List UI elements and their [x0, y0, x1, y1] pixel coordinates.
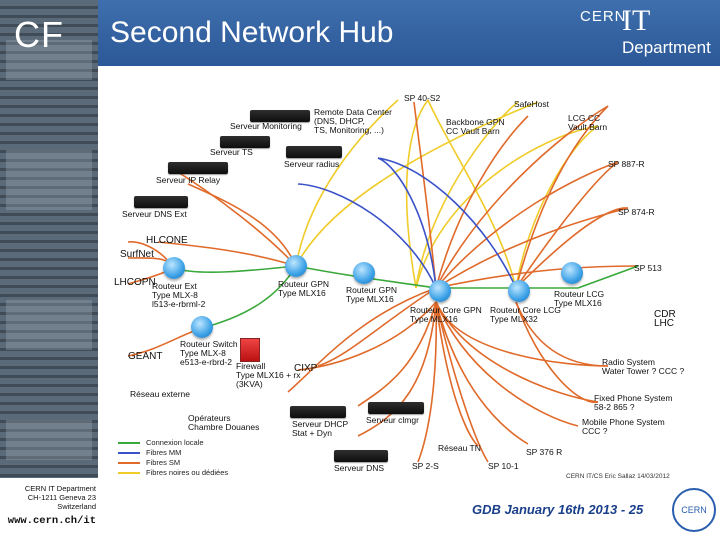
address-line-1: CERN IT Department [24, 484, 96, 493]
label-operateurs: Opérateurs Chambre Douanes [188, 413, 260, 432]
label-routeur-ext: Routeur Ext Type MLX-8 l513-e-rbrml-2 [152, 281, 206, 309]
router-gpn-b [353, 262, 375, 284]
label-routeur-gpn2: Routeur GPN Type MLX16 [346, 285, 398, 304]
logo-it-text: IT [622, 4, 651, 37]
label-remote-dc: Remote Data Center (DNS, DHCP, TS, Monitoring, ...) [314, 107, 392, 135]
cern-badge-logo: CERN [672, 488, 716, 532]
router-gpn-a [285, 255, 307, 277]
firewall-device [240, 338, 260, 362]
server-rack-photo [0, 0, 98, 478]
label-sp101: SP 10-1 [488, 461, 519, 471]
label-routeur-lcg: Routeur LCG Type MLX16 [554, 289, 605, 308]
label-serveur-ip-relay: Serveur IP Relay [156, 175, 221, 185]
label-serveur-dns: Serveur DNS [334, 463, 385, 473]
cern-it-logo [580, 4, 716, 60]
slide-reference: GDB January 16th 2013 - 25 [472, 502, 644, 517]
link-green [578, 266, 638, 288]
label-safehost: SafeHost [514, 99, 549, 109]
label-geant: GEANT [128, 351, 163, 362]
label-firewall: Firewall Type MLX16 + rx (3KVA) [236, 361, 301, 389]
legend-label: Fibres SM [146, 458, 181, 467]
link-orange [436, 208, 628, 288]
label-reseau-externe: Réseau externe [130, 389, 191, 399]
link-orange [516, 106, 608, 288]
label-fixed-phone: Fixed Phone System 58-2 865 ? [594, 393, 673, 412]
legend-label: Fibres MM [146, 448, 182, 457]
link-green [174, 266, 296, 272]
server-dns-ext [134, 196, 188, 208]
diagram-credit: CERN IT/CS Eric Sallaz 14/03/2012 [566, 473, 670, 480]
logo-cern-text: CERN [580, 8, 627, 25]
label-sp376: SP 376 R [526, 447, 563, 457]
label-mobile-phone: Mobile Phone System CCC ? [582, 417, 665, 436]
label-lhcopn: LHCOPN [114, 277, 156, 288]
label-sp40s2: SP 40-S2 [404, 93, 441, 103]
label-radio-system: Radio System Water Tower ? CCC ? [602, 357, 685, 376]
router-switch [191, 316, 213, 338]
label-routeur-core-lcg: Routeur Core LCG Type MLX32 [490, 305, 561, 324]
server-ip-relay [168, 162, 228, 174]
label-surfnet: SurfNet [120, 249, 154, 260]
label-sp2s: SP 2-S [412, 461, 439, 471]
legend-label: Connexion locale [146, 438, 204, 447]
legend-swatch-blue [118, 452, 140, 454]
link-orange [436, 162, 618, 288]
label-lcg-cc: LCG CC Vault Barn [568, 113, 608, 132]
router-ext [163, 257, 185, 279]
router-lcg [561, 262, 583, 284]
footer-url[interactable]: www.cern.ch/it [7, 515, 96, 527]
label-sp887: SP 887-R [608, 159, 645, 169]
server-dns [334, 450, 388, 462]
label-serveur-dns-ext: Serveur DNS Ext [122, 209, 187, 219]
label-serveur-radius: Serveur radius [284, 159, 340, 169]
label-routeur-core-gpn: Routeur Core GPN Type MLX16 [410, 305, 482, 324]
legend-swatch-orange [118, 462, 140, 464]
address-line-2: CH-1211 Geneva 23 [27, 493, 96, 502]
server-clmgr [368, 402, 424, 414]
cf-title: CF [14, 14, 64, 55]
label-sp513: SP 513 [634, 263, 662, 273]
label-serveur-ts: Serveur TS [210, 147, 253, 157]
label-routeur-gpn: Routeur GPN Type MLX16 [278, 279, 330, 298]
label-serveur-clmgr: Serveur clmgr [366, 415, 419, 425]
label-backbone-gpn: Backbone GPN CC Vault Barn [446, 117, 505, 136]
network-diagram [98, 66, 720, 478]
label-hlcone: HLCONE [146, 235, 188, 246]
label-routeur-switch: Routeur Switch Type MLX-8 e513-e-rbrd-2 [180, 339, 238, 367]
slide-title: Second Network Hub [110, 16, 394, 49]
logo-dept-text: Department [622, 38, 711, 57]
label-serveur-monitoring: Serveur Monitoring [230, 121, 302, 131]
legend-label: Fibres noires ou dédiées [146, 468, 229, 477]
address-line-3: Switzerland [57, 502, 96, 511]
legend-swatch-green [118, 442, 140, 444]
router-core-gpn [429, 280, 451, 302]
footer-address [8, 484, 96, 511]
label-sp874: SP 874-R [618, 207, 655, 217]
server-dhcp [290, 406, 346, 418]
label-serveur-dhcp: Serveur DHCP Stat + Dyn [292, 419, 349, 438]
server-radius [286, 146, 342, 158]
label-reseau-tn: Réseau TN [438, 443, 481, 453]
label-cixp: CIXP [294, 363, 318, 374]
legend-swatch-yellow [118, 472, 140, 474]
router-core-lcg [508, 280, 530, 302]
label-cdr-lhc: CDR LHC [654, 309, 676, 329]
